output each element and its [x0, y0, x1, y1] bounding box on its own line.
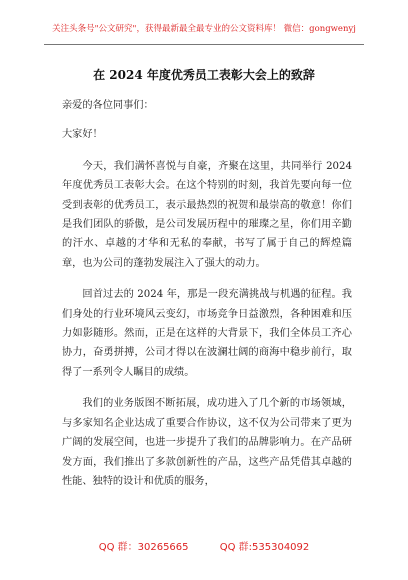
header-banner: 关注头条号"公文研究"，获得最新最全最专业的公文资料库！ 微信：gongwenyj — [52, 24, 356, 34]
footer — [0, 538, 408, 553]
paragraph-1: 今天，我们满怀喜悦与自豪，齐聚在这里，共同举行 2024 年度优秀员工表彰大会。在这个特别的时刻，我首先要向每一位受到表彰的优秀员工，表示最热烈的祝贺和最崇高的敬意！你们是我们团队的骄傲，是公司发展历程中的璀璨之星，你们用辛勤的汗水、卓越的才华和无私的奉献，书写了属于自己的辉煌篇章，也为公司的蓬勃发展注入了强大的动力。 — [62, 160, 352, 269]
footer-qq-right: QQ 群:535304092 — [219, 542, 310, 553]
greeting: 大家好！ — [62, 129, 103, 141]
salutation: 亲爱的各位同事们： — [62, 100, 154, 111]
header-divider — [44, 44, 364, 45]
footer-qq-left: QQ 群：30265665 — [98, 542, 189, 553]
document-title: 在 2024 年度优秀员工表彰大会上的致辞 — [93, 68, 315, 82]
paragraph-2: 回首过去的 2024 年，那是一段充满挑战与机遇的征程。我们身处的行业环境风云变幻，市场竞争日益激烈，各种困难和压力如影随形。然而，正是在这样的大背景下，我们全体员工齐心协力，奋勇拼搏，公司才得以在波澜壮阔的商海中稳步前行，取得了一系列令人瞩目的成绩。 — [62, 289, 352, 378]
paragraph-3: 我们的业务版图不断拓展，成功进入了几个新的市场领域，与多家知名企业达成了重要合作协议，这不仅为公司带来了更为广阔的发展空间，也进一步提升了我们的品牌影响力。在产品研发方面，我们推出了多款创新性的产品，这些产品凭借其卓越的性能、独特的设计和优质的服务， — [62, 398, 352, 487]
document-body — [62, 96, 352, 503]
